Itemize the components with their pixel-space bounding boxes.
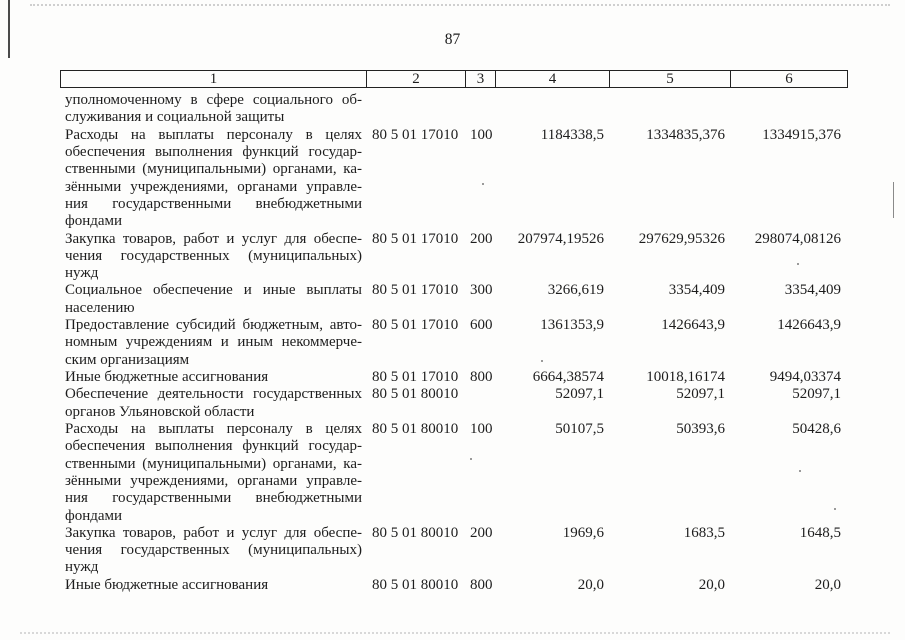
type-cell: 800 [470, 369, 493, 385]
description-line: нужд [65, 559, 99, 576]
code-cell: 80 5 01 17010 [372, 369, 459, 385]
description-line: фондами [65, 507, 123, 524]
amount-cell-col6: 9494,03374 [769, 369, 841, 385]
description-line: Расходы на выплаты персоналу в целях [65, 420, 362, 437]
amount-cell-col4 [496, 92, 610, 127]
amount-cell-col6: 1334915,376 [762, 126, 841, 143]
description-line: номным учреждениям и иным некоммерче- [65, 334, 362, 351]
description-line: чения государственных (муниципальных) [65, 542, 362, 559]
scan-edge-mark [8, 0, 10, 58]
page-number: 87 [444, 31, 461, 48]
description-line: Закупка товаров, работ и услуг для обеспе- [65, 524, 362, 541]
amount-cell-col5: 50393,6 [676, 420, 725, 437]
table-row [60, 317, 847, 369]
description-line: ния государственными внебюджетными [65, 490, 362, 507]
description-line: зёнными учреждениями, органами управле- [65, 472, 362, 489]
description-line: Расходы на выплаты персоналу в целях [65, 126, 362, 143]
table-row [60, 231, 847, 283]
table-header [60, 70, 848, 88]
amount-cell-col4: 3266,619 [547, 282, 604, 299]
code-cell: 80 5 01 80010 [372, 576, 459, 593]
amount-cell-col5: 20,0 [698, 576, 725, 593]
description-cell [60, 317, 367, 369]
amount-cell-col4: 1969,6 [562, 524, 604, 541]
amount-cell-col5: 1334835,376 [646, 126, 725, 143]
description-cell [60, 577, 367, 594]
description-line: ственными (муниципальными) органами, ка- [65, 161, 362, 178]
amount-cell-col4: 207974,19526 [517, 230, 604, 247]
table-row [60, 421, 847, 525]
amount-cell-col6: 1648,5 [799, 524, 841, 541]
table-row [60, 92, 847, 127]
description-line: Закупка товаров, работ и услуг для обеспе- [65, 230, 362, 247]
type-cell: 200 [470, 230, 493, 247]
code-cell [367, 92, 466, 127]
description-line: обеспечения выполнения функций государ- [65, 438, 362, 455]
description-line: Предоставление субсидий бюджетным, авто- [65, 317, 362, 334]
code-cell: 80 5 01 17010 [372, 317, 459, 334]
code-cell: 80 5 01 80010 [372, 524, 459, 541]
code-cell: 80 5 01 17010 [372, 230, 459, 247]
scan-noise-top [30, 4, 890, 6]
description-line: Иные бюджетные ассигнования [65, 369, 269, 385]
description-cell [60, 231, 367, 283]
amount-cell-col6: 20,0 [814, 576, 841, 593]
amount-cell-col5: 52097,1 [676, 386, 725, 403]
description-cell [60, 282, 367, 317]
amount-cell-col4: 1184338,5 [540, 126, 604, 143]
type-cell: 800 [470, 576, 493, 593]
description-line: ния государственными внебюджетными [65, 195, 362, 212]
table-row [60, 386, 847, 421]
code-cell: 80 5 01 17010 [372, 282, 459, 299]
description-line: нужд [65, 265, 99, 282]
scan-noise-bottom [20, 632, 890, 634]
description-cell [60, 525, 367, 577]
description-line: обеспечения выполнения функций государ- [65, 143, 362, 160]
amount-cell-col6: 1426643,9 [777, 317, 841, 334]
description-line: фондами [65, 213, 123, 230]
header-cell: 3 [466, 71, 496, 87]
description-line: служивания и социальной защиты [65, 109, 285, 126]
description-line: Иные бюджетные ассигнования [65, 576, 269, 593]
description-line: Социальное обеспечение и иные выплаты [65, 282, 362, 299]
amount-cell-col4: 50107,5 [555, 420, 604, 437]
description-line: Обеспечение деятельности государственных [65, 386, 362, 403]
description-cell [60, 386, 367, 421]
table-row [60, 369, 847, 386]
amount-cell-col4: 52097,1 [555, 386, 604, 403]
header-cell: 6 [785, 71, 793, 87]
description-cell [60, 421, 367, 525]
amount-cell-col6: 3354,409 [784, 282, 841, 299]
type-cell: 100 [470, 420, 493, 437]
amount-cell-col5 [610, 92, 731, 127]
description-line: зёнными учреждениями, органами управле- [65, 178, 362, 195]
amount-cell-col4: 20,0 [577, 576, 604, 593]
scan-edge-mark [893, 182, 894, 218]
description-line: чения государственных (муниципальных) [65, 247, 362, 264]
amount-cell-col5: 297629,95326 [638, 230, 725, 247]
amount-cell-col5: 1683,5 [683, 524, 725, 541]
header-cell: 1 [61, 71, 367, 87]
description-line: органов Ульяновской области [65, 403, 255, 420]
type-cell: 300 [470, 282, 493, 299]
description-line: населению [65, 299, 135, 316]
description-line: уполномоченному в сфере социального об- [65, 92, 362, 108]
type-cell: 100 [470, 126, 493, 143]
amount-cell-col5: 1426643,9 [661, 317, 725, 334]
amount-cell-col4: 1361353,9 [540, 317, 604, 334]
amount-cell-col6: 298074,08126 [754, 230, 841, 247]
type-cell: 600 [470, 317, 493, 334]
description-line: ственными (муниципальными) органами, ка- [65, 455, 362, 472]
code-cell: 80 5 01 80010 [372, 420, 459, 437]
table-row [60, 577, 847, 594]
header-cell: 2 [367, 71, 466, 87]
table-row [60, 282, 847, 317]
amount-cell-col6: 50428,6 [792, 420, 841, 437]
table-row [60, 127, 847, 231]
description-line: ским организациям [65, 351, 190, 368]
header-cell: 5 [610, 71, 731, 87]
type-cell: 200 [470, 524, 493, 541]
description-cell [60, 127, 367, 231]
description-cell [60, 369, 367, 386]
type-cell [466, 386, 496, 421]
table-row [60, 525, 847, 577]
code-cell: 80 5 01 80010 [372, 386, 459, 403]
table-body [60, 92, 847, 594]
amount-cell-col5: 3354,409 [668, 282, 725, 299]
header-cell: 4 [496, 71, 610, 87]
amount-cell-col6 [731, 92, 847, 127]
description-cell [60, 92, 367, 127]
type-cell [466, 92, 496, 127]
amount-cell-col6: 52097,1 [792, 386, 841, 403]
amount-cell-col4: 6664,38574 [532, 369, 604, 385]
code-cell: 80 5 01 17010 [372, 126, 459, 143]
amount-cell-col5: 10018,16174 [646, 369, 725, 385]
